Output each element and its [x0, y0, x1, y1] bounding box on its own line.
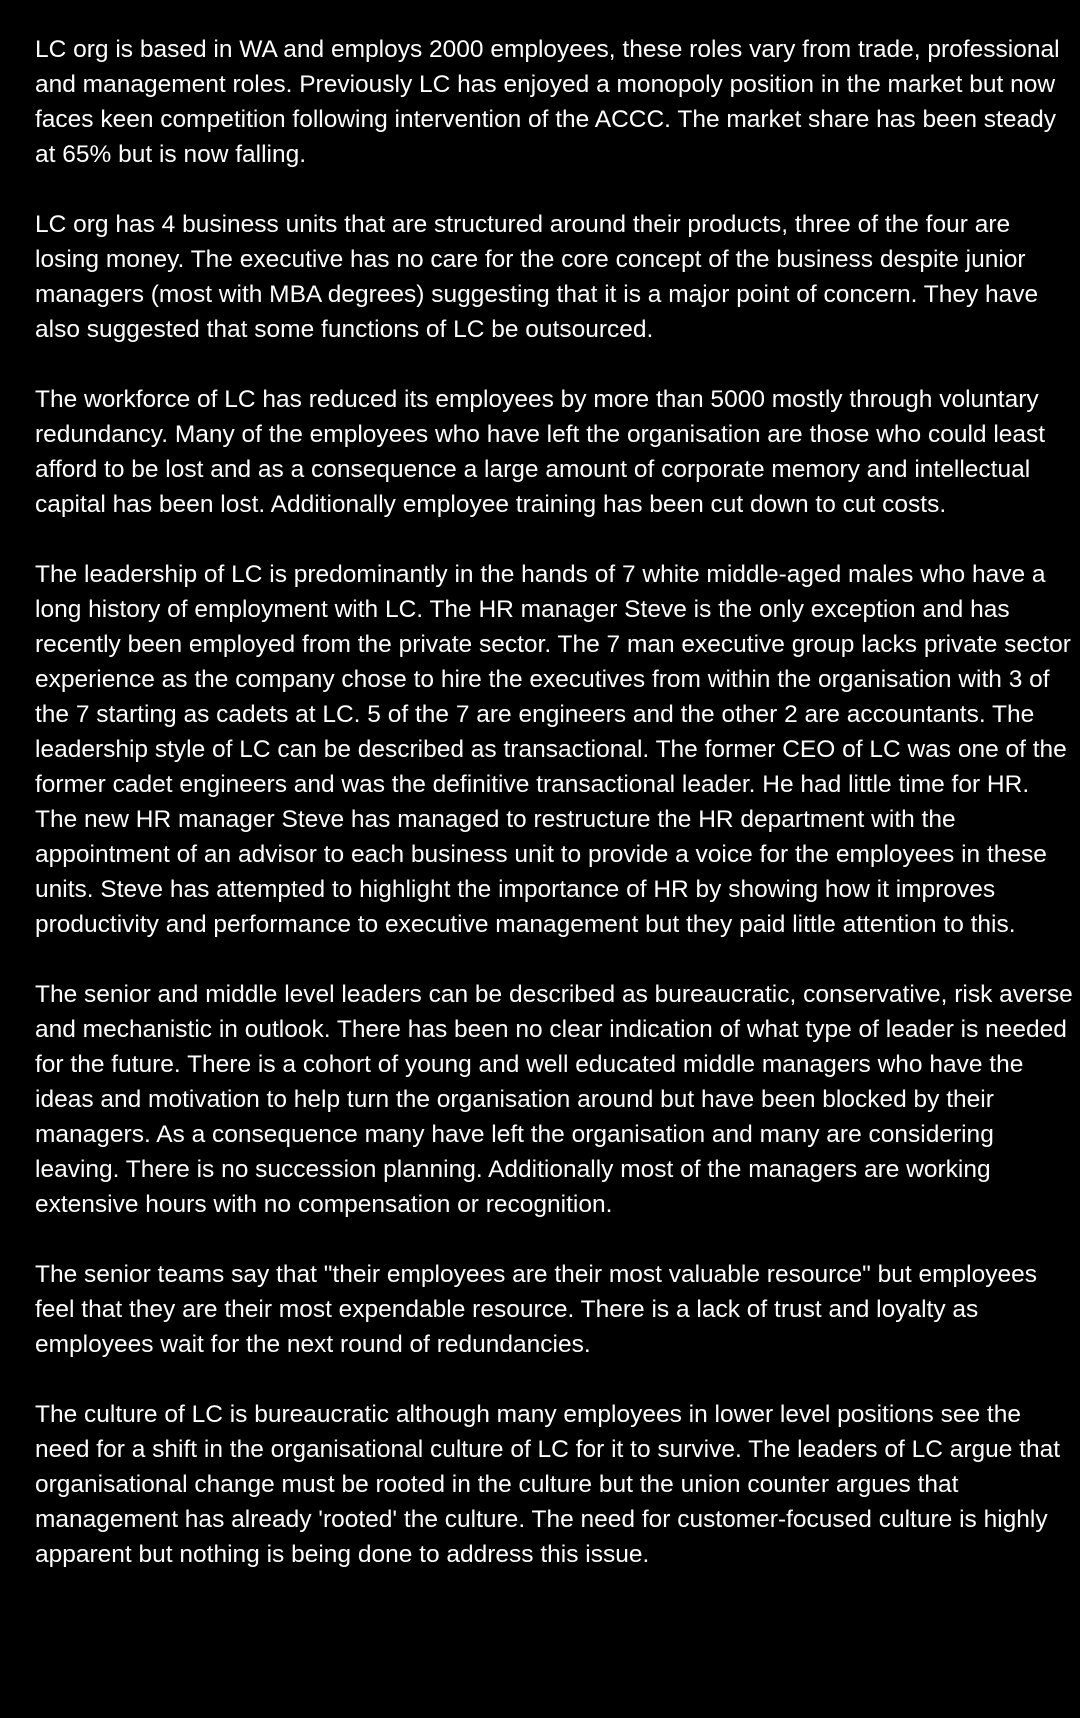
paragraph-leadership: The leadership of LC is predominantly in the hands of 7 white middle-aged males who have a long history of employment with LC. The HR manager Steve is the only exception and has recently been employed from the private sector. The 7 man executive group lacks private sector experience as the company chose to hire the executives from within the organisation with 3 of the 7 starting as cadets at LC. 5 of the 7 are engineers and the other 2 are accountants. The leadership style of LC can be described as transactional. The former CEO of LC was one of the former cadet engineers and was the definitive transactional leader. He had little time for HR. The new HR manager Steve has managed to restructure the HR department with the appointment of an advisor to each business unit to provide a voice for the employees in these units. Steve has attempted to highlight the importance of HR by showing how it improves productivity and performance to executive management but they paid little attention to this.	[35, 561, 1071, 938]
paragraph-business-units: LC org has 4 business units that are structured around their products, three of the four are losing money. The executive has no care for the core concept of the business despite junior managers (most with MBA degrees) suggesting that it is a major point of concern. They have also suggested that some functions of LC be outsourced.	[35, 211, 1039, 343]
paragraph-workforce: The workforce of LC has reduced its employees by more than 5000 mostly through voluntary redundancy. Many of the employees who have left the organisation are those who could least afford to be lost and as a consequence a large amount of corporate memory and intellectual capital has been lost. Additionally employee training has been cut down to cut costs.	[35, 386, 1046, 518]
paragraph-company-overview: LC org is based in WA and employs 2000 employees, these roles vary from trade, professional and management roles. Previously LC has enjoyed a monopoly position in the market but now faces keen competition following intervention of the ACCC. The market share has been steady at 65% but is now falling.	[35, 36, 1060, 168]
paragraph-employee-trust: The senior teams say that "their employees are their most valuable resource" but employees feel that they are their most expendable resource. There is a lack of trust and loyalty as employees wait for the next round of redundancies.	[35, 1261, 1037, 1358]
paragraph-culture: The culture of LC is bureaucratic although many employees in lower level positions see the need for a shift in the organisational culture of LC for it to survive. The leaders of LC argue that organisational change must be rooted in the culture but the union counter argues that management has already 'rooted' the culture. The need for customer-focused culture is highly apparent but nothing is being done to address this issue.	[35, 1401, 1061, 1568]
paragraph-senior-middle-leaders: The senior and middle level leaders can be described as bureaucratic, conservative, risk averse and mechanistic in outlook. There has been no clear indication of what type of leader is needed for the future. There is a cohort of young and well educated middle managers who have the ideas and motivation to help turn the organisation around but have been blocked by their managers. As a consequence many have left the organisation and many are considering leaving. There is no succession planning. Additionally most of the managers are working extensive hours with no compensation or recognition.	[35, 981, 1073, 1218]
